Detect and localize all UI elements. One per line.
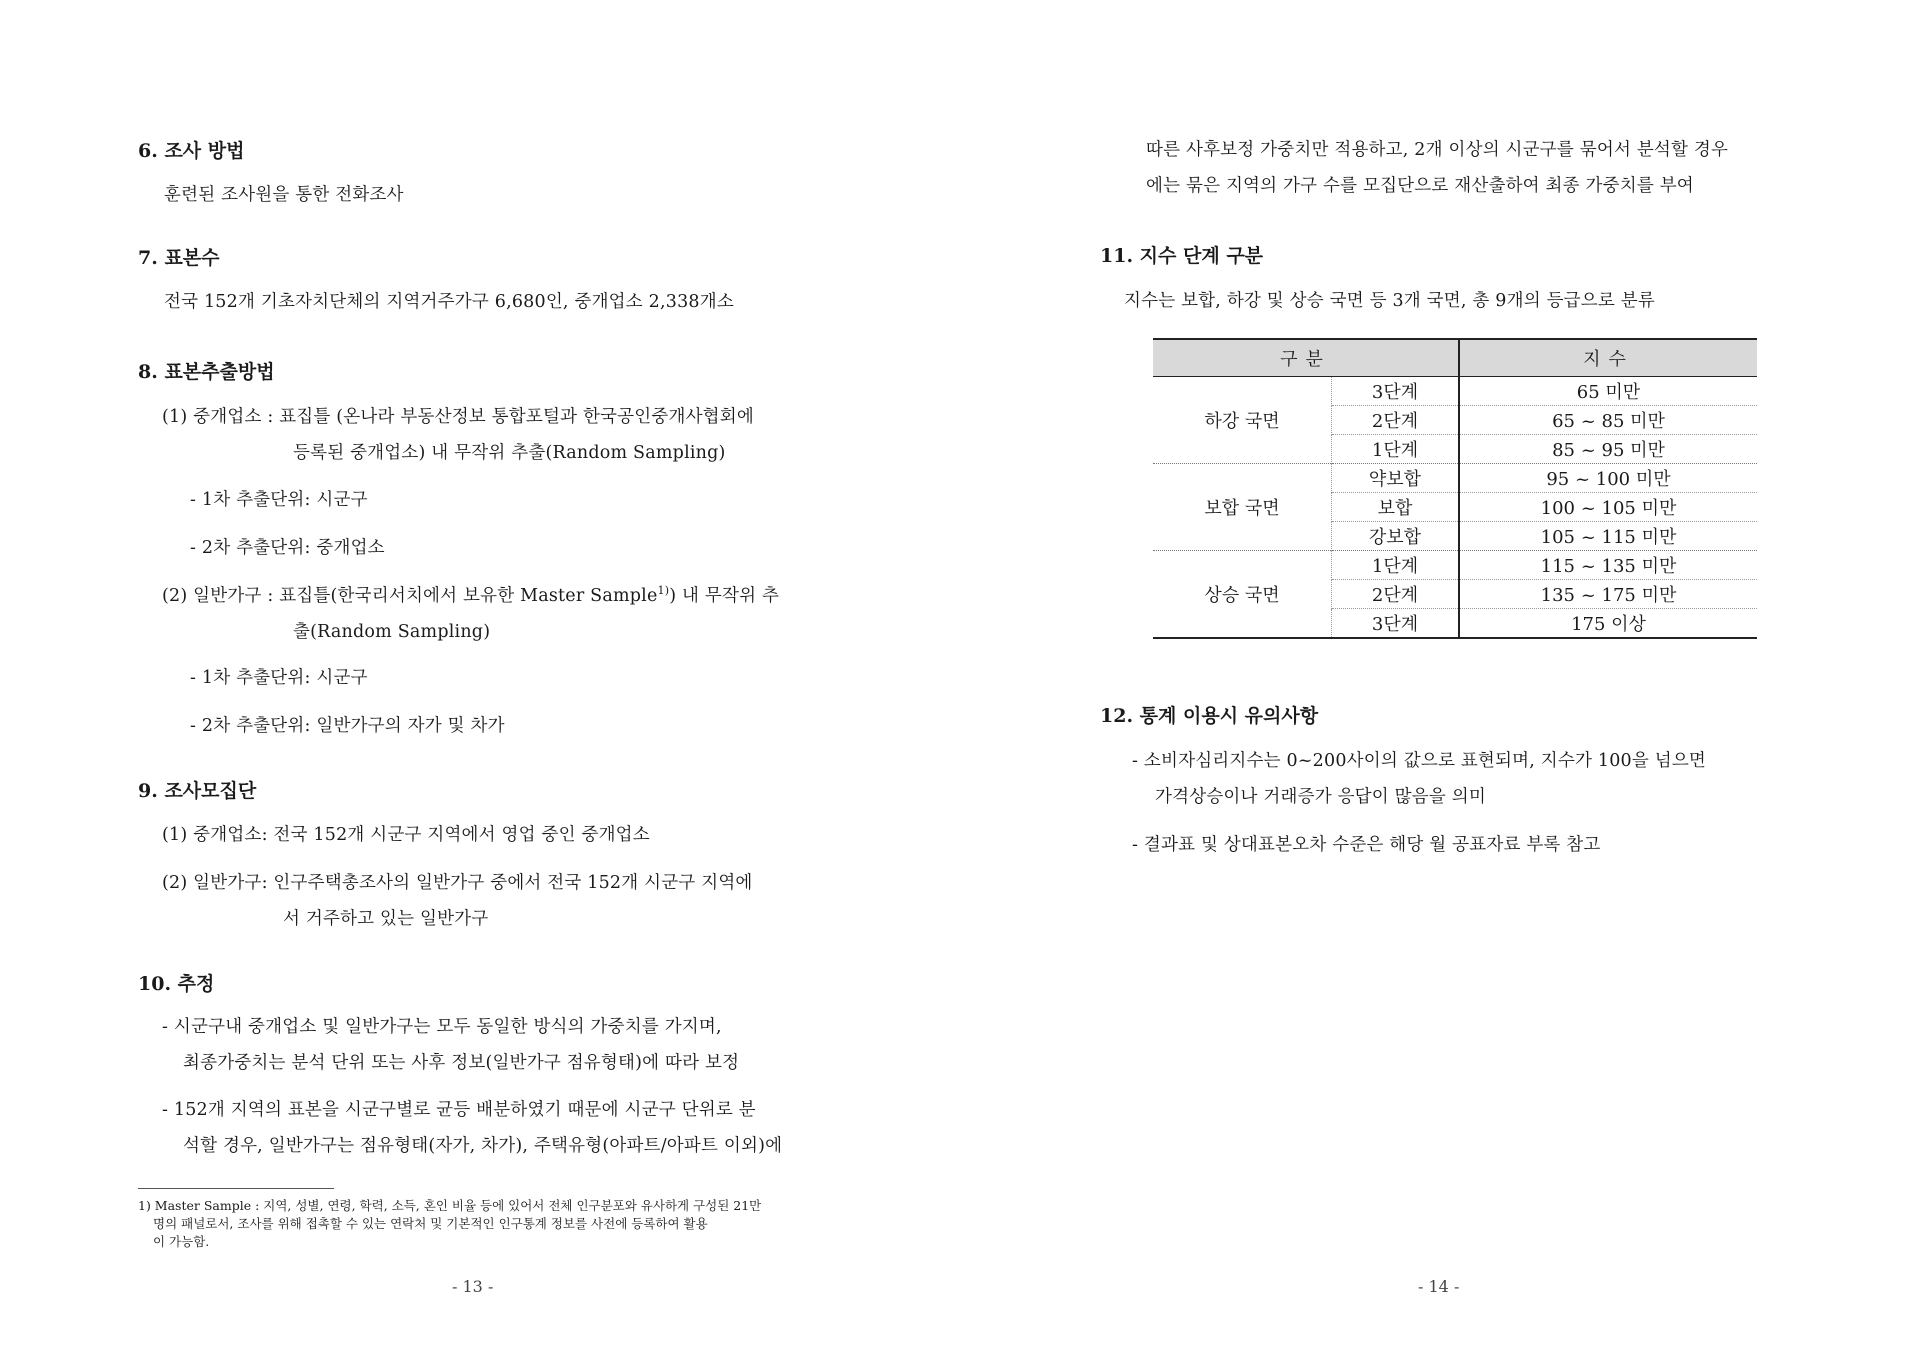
section-9-heading: 9. 조사모집단	[138, 780, 257, 802]
range-cell: 65 미만	[1459, 377, 1757, 406]
range-cell: 85 ~ 95 미만	[1459, 435, 1757, 464]
section-11-heading: 11. 지수 단계 구분	[1100, 245, 1264, 267]
stage-cell: 3단계	[1332, 377, 1460, 406]
section-8-item2-line1-b: ) 내 무작위 추	[669, 586, 780, 606]
continuation-line1: 따른 사후보정 가중치만 적용하고, 2개 이상의 시군구를 묶어서 분석할 경우	[1146, 140, 1729, 160]
range-cell: 135 ~ 175 미만	[1459, 580, 1757, 609]
section-8-item2-line2: 출(Random Sampling)	[293, 622, 491, 642]
section-12-heading: 12. 통계 이용시 유의사항	[1100, 705, 1319, 727]
section-8-item2-line1	[162, 582, 779, 607]
footnote-line1: 1) Master Sample : 지역, 성별, 연령, 학력, 소득, 혼인 비율 등에 있어서 전체 인구분포와 유사하게 구성된 21만	[138, 1198, 762, 1213]
phase-cell: 보합 국면	[1153, 464, 1332, 551]
section-8-item2-sub2: - 2차 추출단위: 일반가구의 자가 및 차가	[190, 716, 505, 736]
stage-cell: 1단계	[1332, 435, 1460, 464]
section-12-b1-line1: - 소비자심리지수는 0~200사이의 값으로 표현되며, 지수가 100을 넘으면	[1132, 751, 1707, 771]
stage-cell: 2단계	[1332, 406, 1460, 435]
footnote-divider	[138, 1188, 334, 1189]
section-7-text: 전국 152개 기초자치단체의 지역거주가구 6,680인, 중개업소 2,338개소	[164, 292, 734, 312]
section-10-b1-line1: - 시군구내 중개업소 및 일반가구는 모두 동일한 방식의 가중치를 가지며,	[162, 1017, 722, 1037]
section-10-b2-line1: - 152개 지역의 표본을 시군구별로 균등 배분하였기 때문에 시군구 단위로 분	[162, 1100, 756, 1120]
continuation-line2: 에는 묶은 지역의 가구 수를 모집단으로 재산출하여 최종 가중치를 부여	[1146, 176, 1694, 196]
table-header-index: 지수	[1459, 339, 1757, 377]
table-row	[1153, 464, 1757, 493]
section-8-item1-sub1: - 1차 추출단위: 시군구	[190, 490, 368, 510]
section-11-text: 지수는 보합, 하강 및 상승 국면 등 3개 국면, 총 9개의 등급으로 분류	[1124, 291, 1655, 311]
table-header-category: 구분	[1153, 339, 1459, 377]
range-cell: 65 ~ 85 미만	[1459, 406, 1757, 435]
section-8-item1-line2: 등록된 중개업소) 내 무작위 추출(Random Sampling)	[293, 443, 726, 463]
section-10-b1-line2: 최종가중치는 분석 단위 또는 사후 정보(일반가구 점유형태)에 따라 보정	[183, 1053, 740, 1073]
stage-cell: 2단계	[1332, 580, 1460, 609]
range-cell: 95 ~ 100 미만	[1459, 464, 1757, 493]
range-cell: 175 이상	[1459, 609, 1757, 639]
page-right	[960, 0, 1920, 1358]
section-6-text: 훈련된 조사원을 통한 전화조사	[164, 185, 404, 205]
section-12-b1-line2: 가격상승이나 거래증가 응답이 많음을 의미	[1155, 787, 1486, 807]
section-12-b2: - 결과표 및 상대표본오차 수준은 해당 월 공표자료 부록 참고	[1132, 835, 1601, 855]
stage-cell: 강보합	[1332, 522, 1460, 551]
section-8-heading: 8. 표본추출방법	[138, 361, 275, 383]
phase-cell: 상승 국면	[1153, 551, 1332, 639]
section-8-item1-sub2: - 2차 추출단위: 중개업소	[190, 538, 385, 558]
page-number-right: - 14 -	[1418, 1277, 1460, 1296]
section-8-item2-line1-a: (2) 일반가구 : 표집틀(한국리서치에서 보유한 Master Sample	[162, 586, 658, 606]
footnote-line3: 이 가능함.	[153, 1234, 210, 1249]
footnote-ref: 1)	[657, 584, 670, 598]
range-cell: 100 ~ 105 미만	[1459, 493, 1757, 522]
stage-cell: 약보합	[1332, 464, 1460, 493]
range-cell: 115 ~ 135 미만	[1459, 551, 1757, 580]
stage-cell: 보합	[1332, 493, 1460, 522]
table-row	[1153, 377, 1757, 406]
section-8-item1-line1: (1) 중개업소 : 표집틀 (온나라 부동산정보 통합포털과 한국공인중개사협회에	[162, 407, 754, 427]
section-6-heading: 6. 조사 방법	[138, 140, 245, 162]
index-stage-table	[1153, 338, 1757, 639]
section-10-heading: 10. 추정	[138, 973, 215, 995]
section-8-item2-sub1: - 1차 추출단위: 시군구	[190, 668, 368, 688]
page-number-left: - 13 -	[452, 1277, 494, 1296]
section-10-b2-line2: 석할 경우, 일반가구는 점유형태(자가, 차가), 주택유형(아파트/아파트 이외)에	[183, 1136, 783, 1156]
section-9-item1: (1) 중개업소: 전국 152개 시군구 지역에서 영업 중인 중개업소	[162, 825, 650, 845]
footnote-line2: 명의 패널로서, 조사를 위해 접촉할 수 있는 연락처 및 기본적인 인구통계 정보를 사전에 등록하여 활용	[153, 1216, 708, 1231]
section-7-heading: 7. 표본수	[138, 247, 220, 269]
section-9-item2-line1: (2) 일반가구: 인구주택총조사의 일반가구 중에서 전국 152개 시군구 지역에	[162, 873, 753, 893]
range-cell: 105 ~ 115 미만	[1459, 522, 1757, 551]
stage-cell: 1단계	[1332, 551, 1460, 580]
section-9-item2-line2: 서 거주하고 있는 일반가구	[283, 909, 489, 929]
stage-cell: 3단계	[1332, 609, 1460, 639]
phase-cell: 하강 국면	[1204, 411, 1280, 432]
table-row	[1153, 551, 1757, 580]
